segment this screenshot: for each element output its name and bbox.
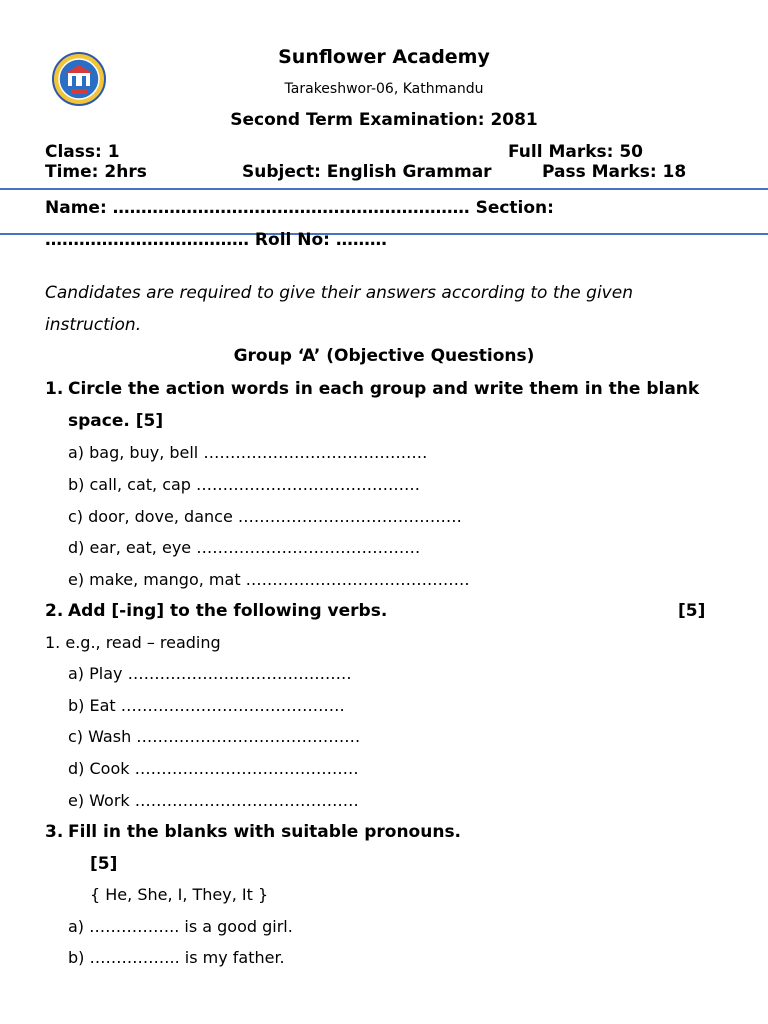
q3-item-b: b) …………….. is my father. [68, 948, 285, 967]
instruction-line-2: instruction. [45, 315, 142, 335]
q2-item-a: a) Play …………………………………… [68, 664, 352, 683]
q2-item-e: e) Work …………………………………… [68, 791, 359, 810]
exam-title: Second Term Examination: 2081 [230, 110, 538, 130]
q1-item-d: d) ear, eat, eye …………………………………… [68, 538, 421, 557]
q3-text: Fill in the blanks with suitable pronouns. [68, 822, 462, 842]
q2-item-d: d) Cook …………………………………… [68, 759, 359, 778]
q1-item-a: a) bag, buy, bell …………………………………… [68, 443, 428, 462]
q2-text: Add [-ing] to the following verbs. [68, 601, 388, 621]
q1-number: 1. [45, 379, 64, 399]
top-divider [0, 188, 768, 190]
q1-item-c: c) door, dove, dance …………………………………… [68, 507, 462, 526]
q2-item-b: b) Eat …………………………………… [68, 696, 345, 715]
group-title: Group ‘A’ (Objective Questions) [233, 346, 535, 366]
class-label: Class: 1 [45, 142, 120, 162]
q1-text-line-2: space. [5] [68, 411, 164, 431]
q2-item-c: c) Wash …………………………………… [68, 727, 361, 746]
instruction-line-1: Candidates are required to give their answers according to the given [45, 283, 633, 303]
q1-item-b: b) call, cat, cap …………………………………… [68, 475, 421, 494]
time-label: Time: 2hrs [45, 162, 147, 182]
q1-item-e: e) make, mango, mat …………………………………… [68, 570, 470, 589]
school-address: Tarakeshwor-06, Kathmandu [284, 81, 484, 97]
school-name: Sunflower Academy [278, 46, 490, 68]
roll-line: ……………………………… Roll No: ……… [45, 230, 387, 250]
q2-example: 1. e.g., read – reading [45, 633, 221, 652]
q2-number: 2. [45, 601, 64, 621]
q3-marks: [5] [90, 854, 118, 874]
q1-text-line-1: Circle the action words in each group and write them in the blank [68, 379, 700, 399]
q2-marks: [5] [678, 601, 706, 621]
q3-item-a: a) …………….. is a good girl. [68, 917, 293, 936]
name-section-line: Name: ……………………………………………………… Section: [45, 198, 554, 218]
full-marks: Full Marks: 50 [508, 142, 644, 162]
pass-marks: Pass Marks: 18 [542, 162, 687, 182]
q3-number: 3. [45, 822, 64, 842]
subject-label: Subject: English Grammar [242, 162, 492, 182]
q3-options: { He, She, I, They, It } [90, 885, 269, 904]
